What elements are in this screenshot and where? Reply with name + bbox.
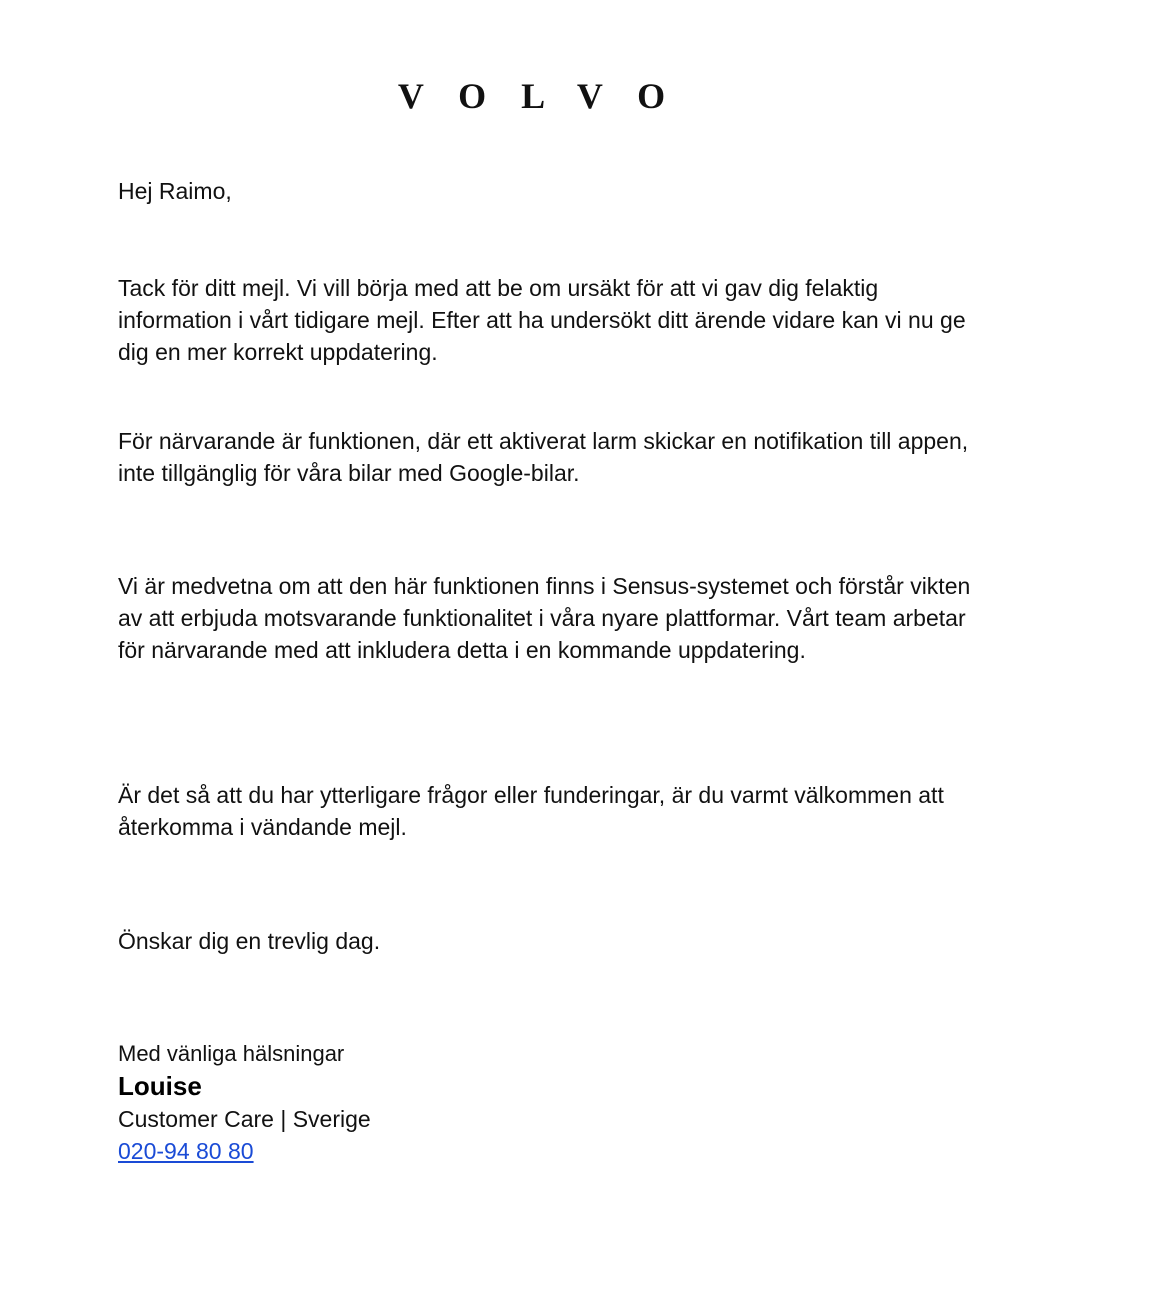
closing-line: Önskar dig en trevlig dag. — [118, 928, 381, 954]
paragraph-apology: Tack för ditt mejl. Vi vill börja med att be om ursäkt för att vi gav dig felaktig information i vårt tidigare mejl. Efter att ha undersökt ditt ärende vidare kan vi nu ge dig en mer korrekt uppdatering. — [118, 275, 966, 365]
volvo-logo: VOLVO — [397, 76, 701, 116]
phone-link[interactable]: 020-94 80 80 — [118, 1138, 254, 1164]
sender-team: Customer Care | Sverige — [118, 1106, 371, 1132]
greeting: Hej Raimo, — [118, 178, 232, 204]
paragraph-questions: Är det så att du har ytterligare frågor eller funderingar, är du varmt välkommen att återkomma i vändande mejl. — [118, 782, 944, 840]
paragraph-feature-status: För närvarande är funktionen, där ett aktiverat larm skickar en notifikation till appen, inte tillgänglig för våra bilar med Google-bilar. — [118, 428, 969, 486]
signoff: Med vänliga hälsningar — [118, 1041, 345, 1066]
paragraph-sensus: Vi är medvetna om att den här funktionen finns i Sensus-systemet och förstår vikten av att erbjuda motsvarande funktionalitet i våra nyare plattformar. Vårt team arbetar för närvarande med att inkludera detta i en kommande uppdatering. — [118, 573, 971, 663]
sender-name: Louise — [118, 1071, 202, 1101]
